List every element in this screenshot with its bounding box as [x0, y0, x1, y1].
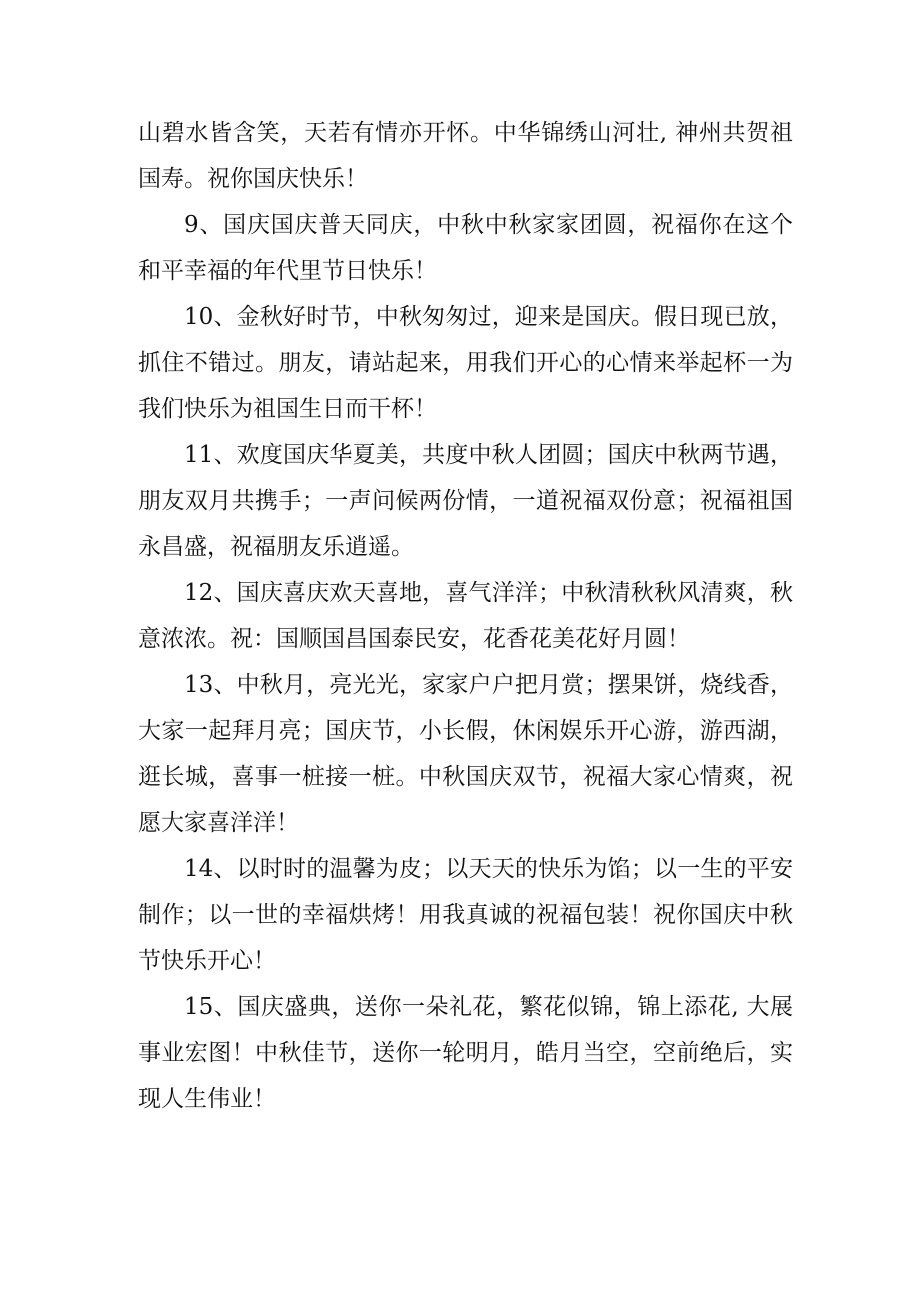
paragraph-item-15: 15、国庆盛典，送你一朵礼花，繁花似锦，锦上添花, 大展事业宏图！中秋佳节，送你一轮明月，皓月当空，空前绝后，实现人生伟业！ — [138, 994, 793, 1112]
paragraph-continuation: 山碧水皆含笑，天若有情亦开怀。中华锦绣山河壮, 神州共贺祖国寿。祝你国庆快乐！ — [138, 120, 793, 192]
paragraph-item-14: 14、以时时的温馨为皮；以天天的快乐为馅；以一生的平安制作；以一世的幸福烘烤！用我真诚的祝福包装！祝你国庆中秋节快乐开心！ — [138, 856, 793, 974]
paragraph-item-13: 13、中秋月，亮光光，家家户户把月赏；摆果饼，烧线香，大家一起拜月亮；国庆节，小长假，休闲娱乐开心游，游西湖，逛长城，喜事一桩接一桩。中秋国庆双节，祝福大家心情爽，祝愿大家喜洋洋！ — [138, 672, 793, 836]
paragraph-item-11: 11、欢度国庆华夏美，共度中秋人团圆；国庆中秋两节遇，朋友双月共携手；一声问候两份情，一道祝福双份意；祝福祖国永昌盛，祝福朋友乐逍遥。 — [138, 442, 793, 560]
paragraph-item-10: 10、金秋好时节，中秋匆匆过，迎来是国庆。假日现已放，抓住不错过。朋友，请站起来，用我们开心的心情来举起杯一为我们快乐为祖国生日而干杯！ — [138, 304, 793, 422]
paragraph-item-9: 9、国庆国庆普天同庆，中秋中秋家家团圆，祝福你在这个和平幸福的年代里节日快乐！ — [138, 212, 793, 284]
paragraph-item-12: 12、国庆喜庆欢天喜地，喜气洋洋；中秋清秋秋风清爽，秋意浓浓。祝：国顺国昌国泰民安，花香花美花好月圆！ — [138, 580, 793, 652]
document-body — [138, 110, 793, 1122]
